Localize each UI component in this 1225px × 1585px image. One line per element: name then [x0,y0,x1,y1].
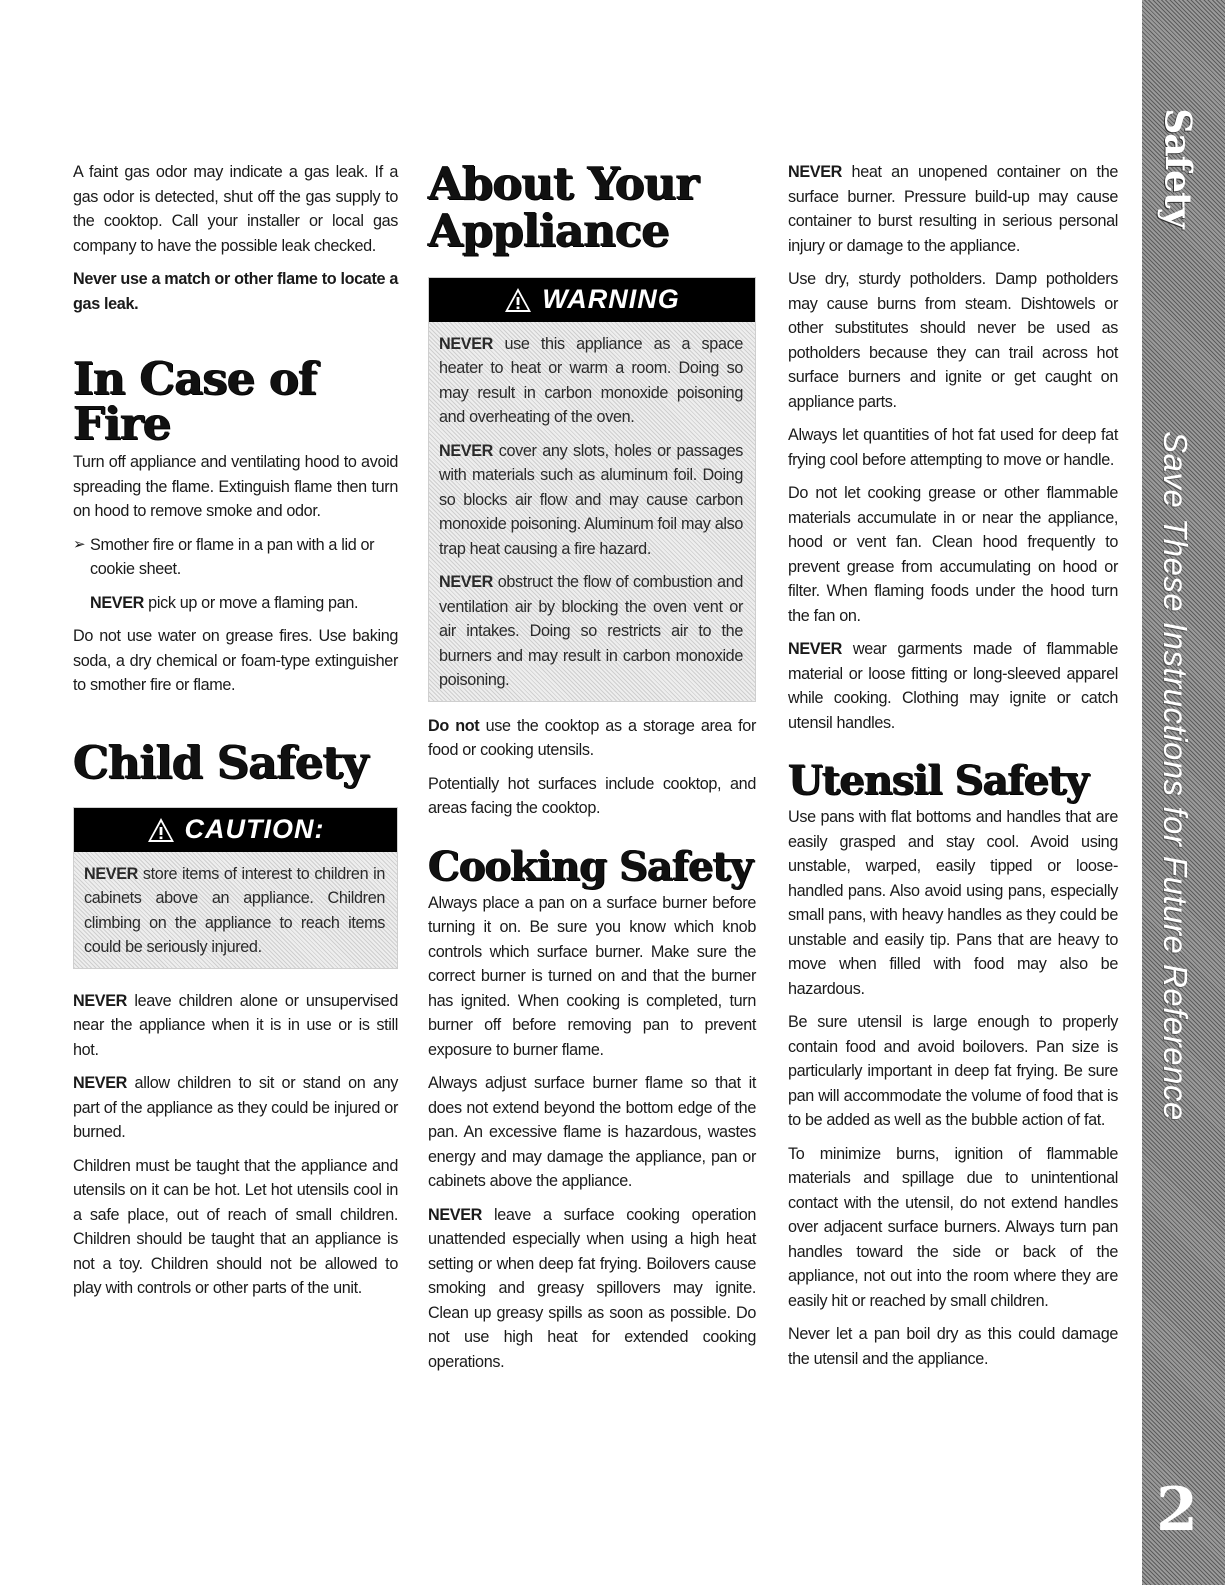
unopened-container-paragraph: NEVER heat an unopened container on the surface burner. Pressure build-up may cause container to burst resulting in serious personal injury or damage to the appliance. [788,163,1118,255]
grease-fire-paragraph: Do not use water on grease fires. Use baking soda, a dry chemical or foam-type extinguisher to smother fire or flame. [73,627,398,694]
about-heading-line2: Appliance [428,204,669,258]
utensil-paragraph-1: Use pans with flat bottoms and handles that are easily grasped and stay cool. Avoid using unstable, warped, easily tipped or loose-handled pans. Also avoid using pans, especially small pans, with heavy handles as they could be unstable and easily tip. Pans that are heavy to move when filled with food may also be hazardous. [788,808,1118,998]
warning-body [429,322,755,701]
side-tab-text: Save These Instructions for Future Reference [1157,431,1194,1121]
utensil-paragraph-2: Be sure utensil is large enough to properly contain food and avoid boilovers. Pan size is particularly important in deep fat frying. Be sure pan will accommodate the volume of food that is to be added as well as the bubble action of fat. [788,1013,1118,1129]
children-sit-paragraph: NEVER allow children to sit or stand on any part of the appliance as they could be injured or burned. [73,1074,398,1141]
fire-bullet [73,533,398,582]
warning-obstruct-flow: NEVER obstruct the flow of combustion and ventilation air by blocking the oven vent or air intakes. Doing so restricts air to the burners and may result in carbon monoxide poisoning. [439,573,743,689]
fire-heading: In Case of Fire [73,352,317,450]
warning-cover-slots: NEVER cover any slots, holes or passages with materials such as aluminum foil. Doing so blocks air flow and may cause carbon monoxide poisoning. Aluminum foil may also trap heat causing a fire hazard. [439,441,743,558]
caution-text: NEVER store items of interest to children in cabinets above an appliance. Children climbing on the appliance to reach items could be seriously injured. [84,864,385,956]
caution-header [74,808,397,852]
cooking-paragraph-2: Always adjust surface burner flame so that it does not extend beyond the bottom edge of the pan. An excessive flame is hazardous, wastes energy and may damage the appliance, pan or cabinets above the appliance. [428,1074,756,1190]
utensil-safety-heading: Utensil Safety [788,757,1088,804]
potholders-paragraph: Use dry, sturdy potholders. Damp potholders may cause burns from steam. Dishtowels or other substitutes should never be used as potholders because they can trail across hot surface burners and ignite or get caught on appliance parts. [788,270,1118,411]
hot-fat-paragraph: Always let quantities of hot fat used for deep fat frying cool before attempting to move or handle. [788,426,1118,469]
column-right [788,160,1118,1380]
column-left [73,160,398,1310]
fire-bullet-text: Smother fire or flame in a pan with a lid or cookie sheet. [90,535,375,578]
caution-label: CAUTION: [184,814,325,844]
page-number: 2 [1156,1475,1198,1545]
caution-body [74,852,397,968]
column-middle [428,157,756,1383]
about-heading-line1: About Your [428,157,699,210]
children-unsupervised-paragraph: NEVER leave children alone or unsupervised near the appliance when it is in use or is still hot. [73,991,398,1059]
utensil-paragraph-4: Never let a pan boil dry as this could damage the utensil and the appliance. [788,1325,1118,1368]
hot-surfaces-paragraph: Potentially hot surfaces include cooktop, and areas facing the cooktop. [428,774,756,817]
gas-leak-paragraph: A faint gas odor may indicate a gas leak. If a gas odor is detected, shut off the gas supply to the cooktop. Call your installer or local gas company to have the possible leak checked. [73,163,398,255]
storage-paragraph: Do not use the cooktop as a storage area for food or cooking utensils. [428,716,756,759]
cooking-paragraph-1: Always place a pan on a surface burner before turning it on. Be sure you know which knob controls which surface burner. Make sure the correct burner is turned on and that the burner has ignited. When cooking is completed, turn burner off before removing pan to prevent exposure to burner flame. [428,893,756,1059]
warning-triangle-icon [504,287,532,313]
side-tab-label: Safety [1157,108,1200,228]
caution-box [73,807,398,969]
children-taught-paragraph: Children must be taught that the appliance and utensils on it can be hot. Let hot utensils cool in a safe place, out of reach of small children. Children should be taught that an appliance is not a toy. Children should not be allowed to play with controls or other parts of the unit. [73,1156,398,1297]
child-safety-heading: Child Safety [73,735,368,789]
fire-never-paragraph: NEVER pick up or move a flaming pan. [90,593,359,612]
warning-space-heater: NEVER use this appliance as a space heater to heat or warm a room. Doing so may result in carbon monoxide poisoning and overheating of the oven. [439,334,743,426]
cooking-paragraph-3: NEVER leave a surface cooking operation unattended especially when using a high heat setting or when deep fat frying. Boilovers cause smoking and greasy spillovers may ignite. Clean up greasy spills as soon as possible. Do not use high heat for extended cooking operations. [428,1205,756,1371]
cooking-safety-heading: Cooking Safety [428,842,753,890]
garments-paragraph: NEVER wear garments made of flammable material or loose fitting or long-sleeved apparel while cooking. Clothing may ignite or catch utensil handles. [788,640,1118,732]
fire-paragraph: Turn off appliance and ventilating hood to avoid spreading the flame. Extinguish flame then turn on hood to remove smoke and odor. [73,453,398,520]
gas-leak-warning: Never use a match or other flame to locate a gas leak. [73,270,398,313]
warning-header [429,278,755,322]
warning-label: WARNING [542,284,680,314]
warning-triangle-icon [147,817,175,843]
arrow-bullet-icon: ➢ [73,535,86,553]
utensil-paragraph-3: To minimize burns, ignition of flammable materials and spillage due to unintentional contact with the utensil, do not extend handles over adjacent surface burners. Always turn pan handles toward the side or back of the appliance, not out into the room where they are easily hit or reached by small children. [788,1144,1118,1310]
warning-box [428,277,756,702]
grease-accumulate-paragraph: Do not let cooking grease or other flammable materials accumulate in or near the appliance, hood or vent fan. Clean hood frequently to prevent grease from accumulating on hood or filter. When flaming foods under the hood turn the fan on. [788,484,1118,625]
